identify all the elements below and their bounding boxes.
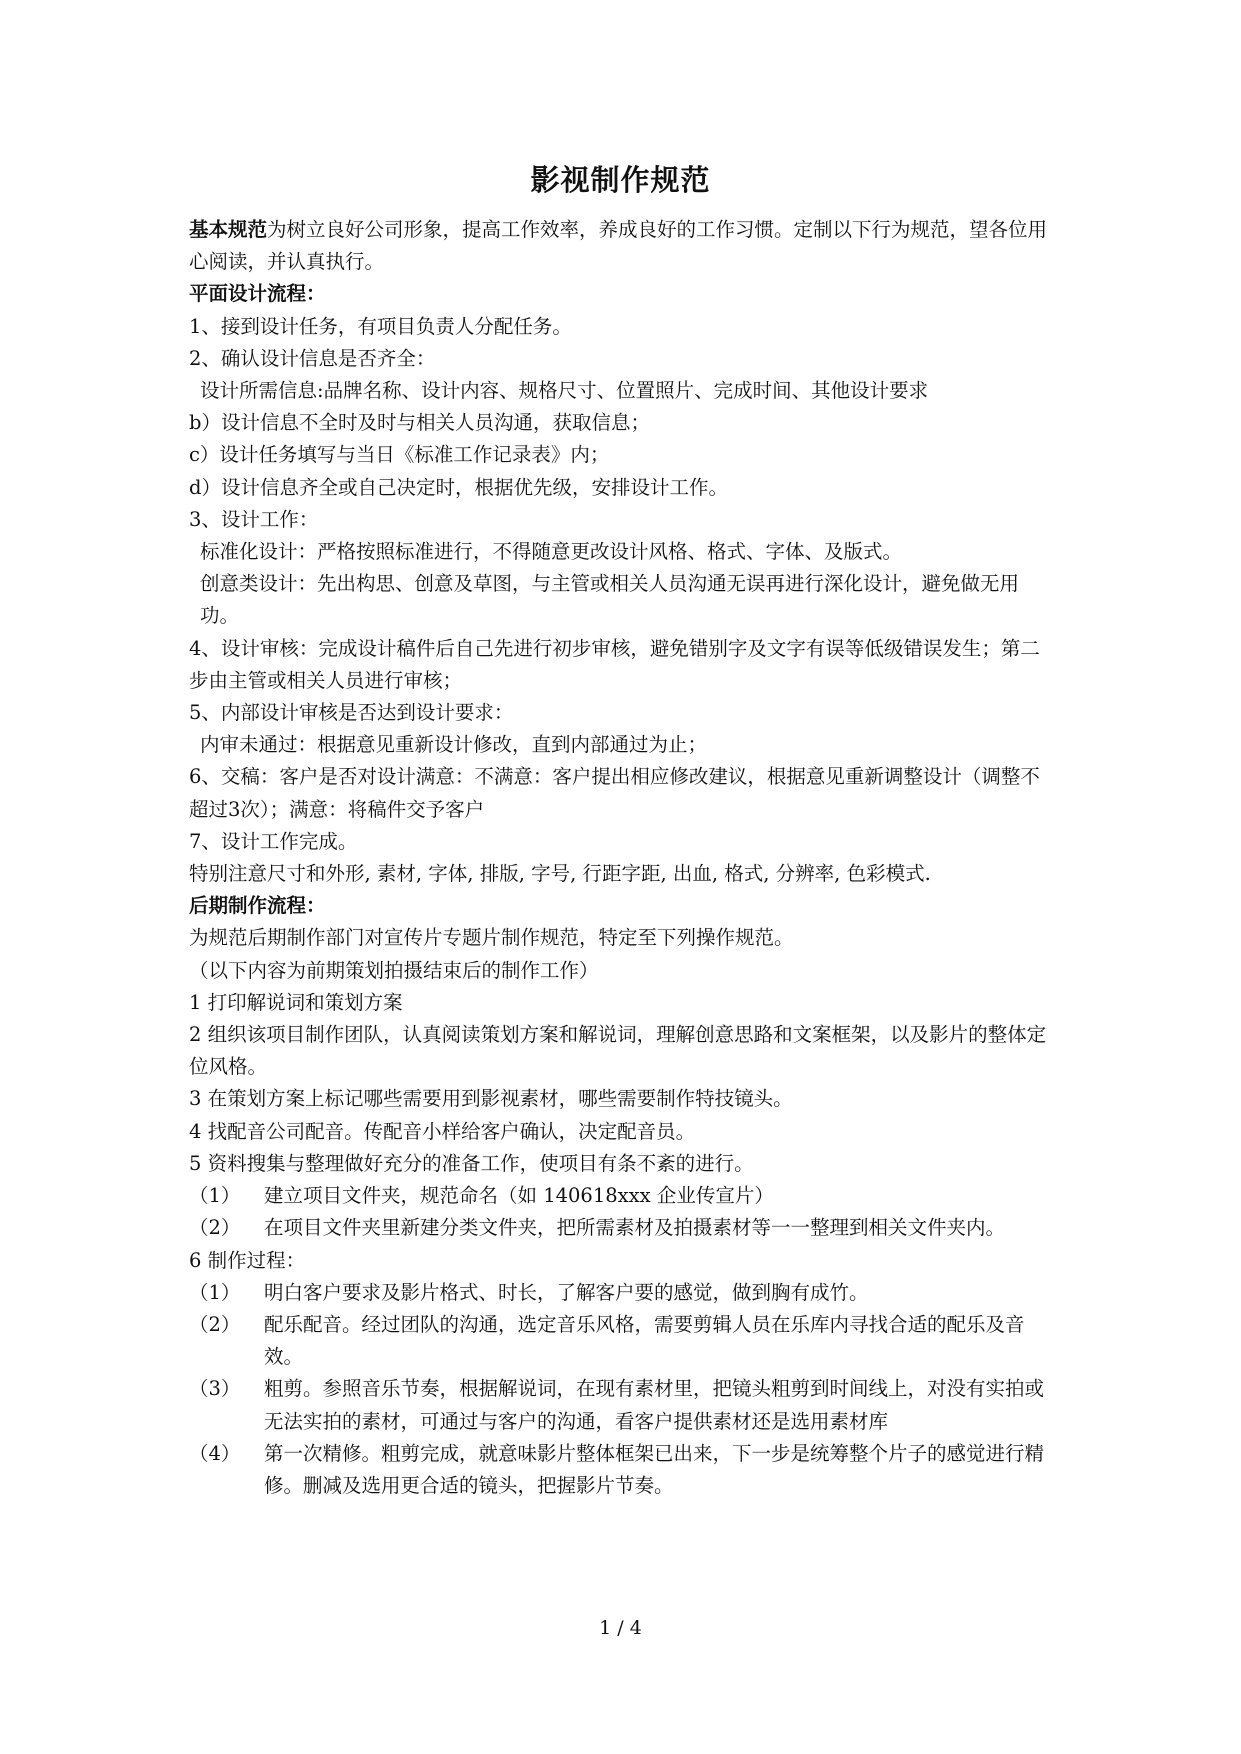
print-step-2d: d）设计信息齐全或自己决定时，根据优先级，安排设计工作。: [189, 475, 728, 499]
list-item-number: （4）: [189, 1441, 241, 1465]
list-item-text: 在项目文件夹里新建分类文件夹，把所需素材及拍摄素材等一一整理到相关文件夹内。: [264, 1216, 1006, 1240]
post-step-4: 4 找配音公司配音。传配音小样给客户确认，决定配音员。: [189, 1119, 696, 1143]
print-step-6: 6、交稿：客户是否对设计满意：不满意：客户提出相应修改建议，根据意见重新调整设计（调整不超过3次）；满意：将稿件交予客户: [189, 765, 1040, 821]
print-standard-design: 标准化设计：严格按照标准进行，不得随意更改设计风格、格式、字体、及版式。: [200, 540, 903, 564]
list-item: [189, 1373, 1057, 1437]
list-item-text: 明白客户要求及影片格式、时长，了解客户要的感觉，做到胸有成竹。: [264, 1280, 869, 1304]
document-title: 影视制作规范: [530, 163, 711, 197]
print-step-2: 2、确认设计信息是否齐全：: [189, 346, 436, 370]
print-step-3: 3、设计工作：: [189, 507, 319, 531]
post-intro: 为规范后期制作部门对宣传片专题片制作规范，特定至下列操作规范。: [189, 926, 794, 950]
list-item: [189, 1180, 1057, 1212]
print-step-1: 1、接到设计任务，有项目负责人分配任务。: [189, 314, 572, 338]
post-production-heading: 后期制作流程：: [189, 894, 326, 918]
print-step-5: 5、内部设计审核是否达到设计要求：: [189, 701, 514, 725]
page-number: 1 / 4: [599, 1617, 642, 1639]
post-step-1: 1 打印解说词和策划方案: [189, 990, 403, 1014]
post-step-6: 6 制作过程：: [189, 1248, 306, 1272]
list-item-text: 配乐配音。经过团队的沟通，选定音乐风格，需要剪辑人员在乐库内寻找合适的配乐及音效。: [264, 1312, 1025, 1369]
list-item-number: （2）: [189, 1216, 241, 1240]
basic-rules-text: 为树立良好公司形象，提高工作效率，养成良好的工作习惯。定制以下行为规范，望各位用心阅读，并认真执行。: [189, 218, 1048, 274]
print-special-note: 特别注意尺寸和外形, 素材, 字体, 排版, 字号, 行距字距, 出血, 格式, 分辨率, 色彩模式.: [189, 862, 931, 886]
list-item-number: （2）: [189, 1312, 241, 1336]
print-creative-design: 创意类设计：先出构思、创意及草图，与主管或相关人员沟通无误再进行深化设计，避免做无用功。: [200, 572, 1020, 628]
print-internal-review: 内审未通过：根据意见重新设计修改，直到内部通过为止；: [200, 733, 708, 757]
basic-rules-paragraph: [189, 214, 1057, 278]
list-item-number: （1）: [189, 1280, 241, 1304]
list-item: [189, 1438, 1057, 1502]
document-body: [189, 214, 1057, 1502]
list-item-text: 建立项目文件夹，规范命名（如 140618xxx 企业传宣片）: [264, 1184, 774, 1208]
print-step-7: 7、设计工作完成。: [189, 829, 358, 853]
post-step-2: 2 组织该项目制作团队，认真阅读策划方案和解说词，理解创意思路和文案框架，以及影片的整体定位风格。: [189, 1023, 1047, 1079]
post-note: （以下内容为前期策划拍摄结束后的制作工作）: [189, 958, 599, 982]
print-design-heading: 平面设计流程：: [189, 282, 326, 306]
print-step-2c: c）设计任务填写与当日《标准工作记录表》内；: [189, 443, 610, 467]
list-item: [189, 1309, 1057, 1373]
print-required-info: 设计所需信息:品牌名称、设计内容、规格尺寸、位置照片、完成时间、其他设计要求: [200, 379, 929, 403]
list-item-text: 粗剪。参照音乐节奏，根据解说词，在现有素材里，把镜头粗剪到时间线上，对没有实拍或无法实拍的素材，可通过与客户的沟通，看客户提供素材还是选用素材库: [264, 1377, 1045, 1433]
post-step-5: 5 资料搜集与整理做好充分的准备工作，使项目有条不紊的进行。: [189, 1151, 754, 1175]
list-item-text: 第一次精修。粗剪完成，就意味影片整体框架已出来，下一步是统筹整个片子的感觉进行精修。删减及选用更合适的镜头，把握影片节奏。: [264, 1441, 1045, 1497]
list-item: [189, 1277, 1057, 1309]
basic-rules-label: 基本规范: [189, 218, 268, 241]
list-item-number: （1）: [189, 1184, 241, 1208]
list-item: [189, 1212, 1057, 1244]
print-step-4: 4、设计审核：完成设计稿件后自己先进行初步审核，避免错别字及文字有误等低级错误发生；第二步由主管或相关人员进行审核；: [189, 636, 1040, 692]
list-item-number: （3）: [189, 1377, 241, 1401]
post-step-3: 3 在策划方案上标记哪些需要用到影视素材，哪些需要制作特技镜头。: [189, 1087, 793, 1111]
print-step-2b: b）设计信息不全时及时与相关人员沟通，获取信息；: [189, 411, 650, 435]
